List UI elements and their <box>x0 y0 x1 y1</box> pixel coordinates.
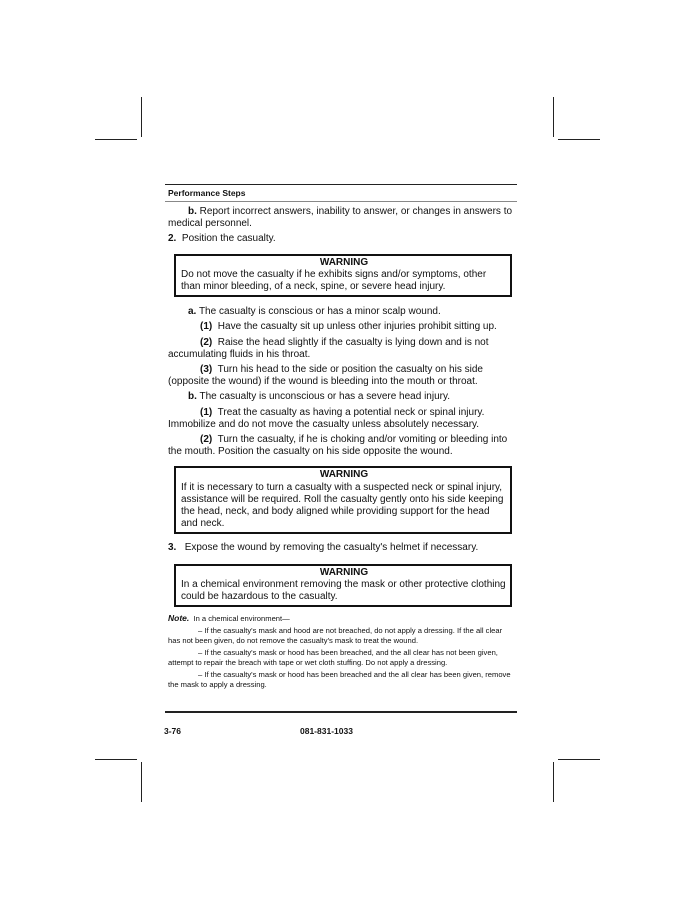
footer-rule <box>165 711 517 713</box>
paragraph-a: a. The casualty is conscious or has a minor scalp wound. <box>188 306 441 318</box>
paragraph-a2: (2) Raise the head slightly if the casualty is lying down and is not accumulating fluids in his throat. <box>168 336 489 360</box>
crop-mark <box>553 762 554 802</box>
step-3: 3. Expose the wound by removing the casualty's helmet if necessary. <box>168 542 479 554</box>
note-item: – If the casualty's mask or hood has been breached, and the all clear has not been given, attempt to repair the breach with tape or wet cloth stuffing. Do not apply a dressing. <box>168 648 498 668</box>
paragraph-b-report: b. Report incorrect answers, inability to answer, or changes in answers to medical personnel. <box>168 206 513 230</box>
paragraph-b2: (2) Turn the casualty, if he is choking and/or vomiting or bleeding into the mouth. Position the casualty on his side opposite the wound. <box>168 434 508 458</box>
paragraph-b1: (1) Treat the casualty as having a potential neck or spinal injury. Immobilize and do not move the casualty unless absolutely necessary. <box>168 406 485 430</box>
crop-mark <box>558 759 600 760</box>
crop-mark <box>558 139 600 140</box>
warning-text: In a chemical environment removing the mask or other protective clothing could be hazardous to the casualty. <box>181 578 506 603</box>
step-2: 2. Position the casualty. <box>168 233 276 245</box>
crop-mark <box>141 97 142 137</box>
crop-mark <box>95 759 137 760</box>
warning-box-2 <box>174 466 512 534</box>
warning-text: Do not move the casualty if he exhibits signs and/or symptoms, other than minor bleeding, of a neck, spine, or severe head injury. <box>181 268 487 293</box>
warning-title: WARNING <box>319 469 369 481</box>
paragraph-b: b. The casualty is unconscious or has a severe head injury. <box>188 391 451 403</box>
warning-box-1 <box>174 254 512 298</box>
header-rule <box>165 201 517 202</box>
warning-text: If it is necessary to turn a casualty with a suspected neck or spinal injury, assistance will be required. Roll the casualty gently onto his side keeping the head, neck, and body aligned while providing support for the head and neck. <box>181 481 504 530</box>
top-rule <box>165 184 517 185</box>
crop-mark <box>141 762 142 802</box>
note-item: – If the casualty's mask or hood has been breached and the all clear has been given, remove the mask to apply a dressing. <box>168 670 511 690</box>
section-title: Performance Steps <box>168 188 246 198</box>
note-item: – If the casualty's mask and hood are not breached, do not apply a dressing. If the all clear has not been given, do not remove the casualty's mask to treat the wound. <box>168 626 503 646</box>
page-number: 3-76 <box>164 726 182 736</box>
note-intro: Note. In a chemical environment— <box>168 613 290 624</box>
document-number: 081-831-1033 <box>300 726 353 736</box>
paragraph-a1: (1) Have the casualty sit up unless other injuries prohibit sitting up. <box>200 321 497 333</box>
paragraph-a3: (3) Turn his head to the side or position the casualty on his side (opposite the wound) if the wound is bleeding into the mouth or throat. <box>168 364 483 388</box>
warning-title: WARNING <box>319 256 369 268</box>
warning-box-3 <box>174 564 512 608</box>
crop-mark <box>553 97 554 137</box>
note-block <box>168 613 514 690</box>
warning-title: WARNING <box>319 566 369 578</box>
crop-mark <box>95 139 137 140</box>
page-body <box>168 206 514 690</box>
